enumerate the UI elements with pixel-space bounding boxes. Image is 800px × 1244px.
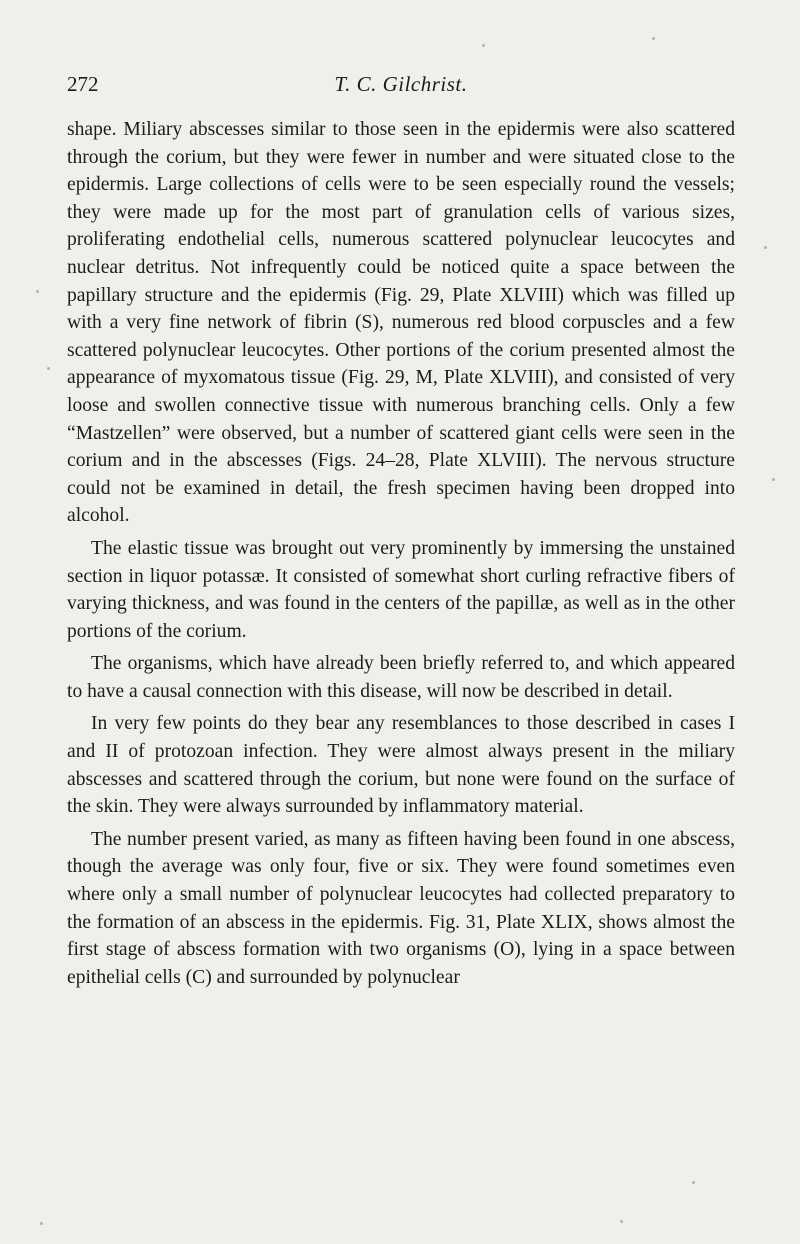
paper-speck	[40, 1222, 43, 1225]
paper-speck	[772, 478, 775, 481]
paragraph-4: In very few points do they bear any resemblances to those described in cases I and II of protozoan infection. They were almost always present in the miliary abscesses and scattered through the corium, but none were found on the surface of the skin. They were always surrounded by inflammatory material.	[67, 713, 735, 818]
paper-speck	[36, 290, 39, 293]
paper-speck	[692, 1181, 695, 1184]
body-text	[67, 116, 735, 996]
page-number: 272	[67, 72, 99, 96]
paragraph-5: The number present varied, as many as fifteen having been found in one abscess, though the average was only four, five or six. They were found sometimes even where only a small number of polynuclear leucocytes had collected preparatory to the formation of an abscess in the epidermis. Fig. 31, Plate XLIX, shows almost the first stage of abscess formation with two organisms (O), lying in a space between epithelial cells (C) and surrounded by polynuclear	[67, 828, 735, 988]
page-header	[67, 66, 735, 102]
running-head: T. C. Gilchrist.	[334, 72, 468, 96]
paragraph-2: The elastic tissue was brought out very prominently by immersing the unstained section in liquor potassæ. It consisted of somewhat short curling refractive fibers of varying thickness, and was found in the centers of the papillæ, as well as in the other portions of the corium.	[67, 537, 735, 642]
paper-speck	[652, 37, 655, 40]
paper-speck	[47, 367, 50, 370]
paper-speck	[482, 44, 485, 47]
paper-speck	[764, 246, 767, 249]
paragraph-1: shape. Miliary abscesses similar to those seen in the epidermis were also scattered through the corium, but they were fewer in number and were situated close to the epidermis. Large collections of cells were to be seen especially round the vessels; they were made up for the most part of granulation cells of various sizes, proliferating endothelial cells, numerous scattered polynuclear leucocytes and nuclear detritus. Not infrequently could be noticed quite a space between the papillary structure and the epidermis (Fig. 29, Plate XLVIII) which was filled up with a very fine network of fibrin (S), numerous red blood corpuscles and a few scattered polynuclear leucocytes. Other portions of the corium presented almost the appearance of myxomatous tissue (Fig. 29, M, Plate XLVIII), and consisted of very loose and swollen connective tissue with numerous branching cells. Only a few “Mastzellen” were observed, but a number of scattered giant cells were seen in the corium and in the abscesses (Figs. 24–28, Plate XLVIII). The nervous structure could not be examined in detail, the fresh specimen having been dropped into alcohol.	[67, 119, 735, 527]
paper-speck	[620, 1220, 623, 1223]
paragraph-3: The organisms, which have already been briefly referred to, and which appeared to have a causal connection with this disease, will now be described in detail.	[67, 653, 735, 702]
